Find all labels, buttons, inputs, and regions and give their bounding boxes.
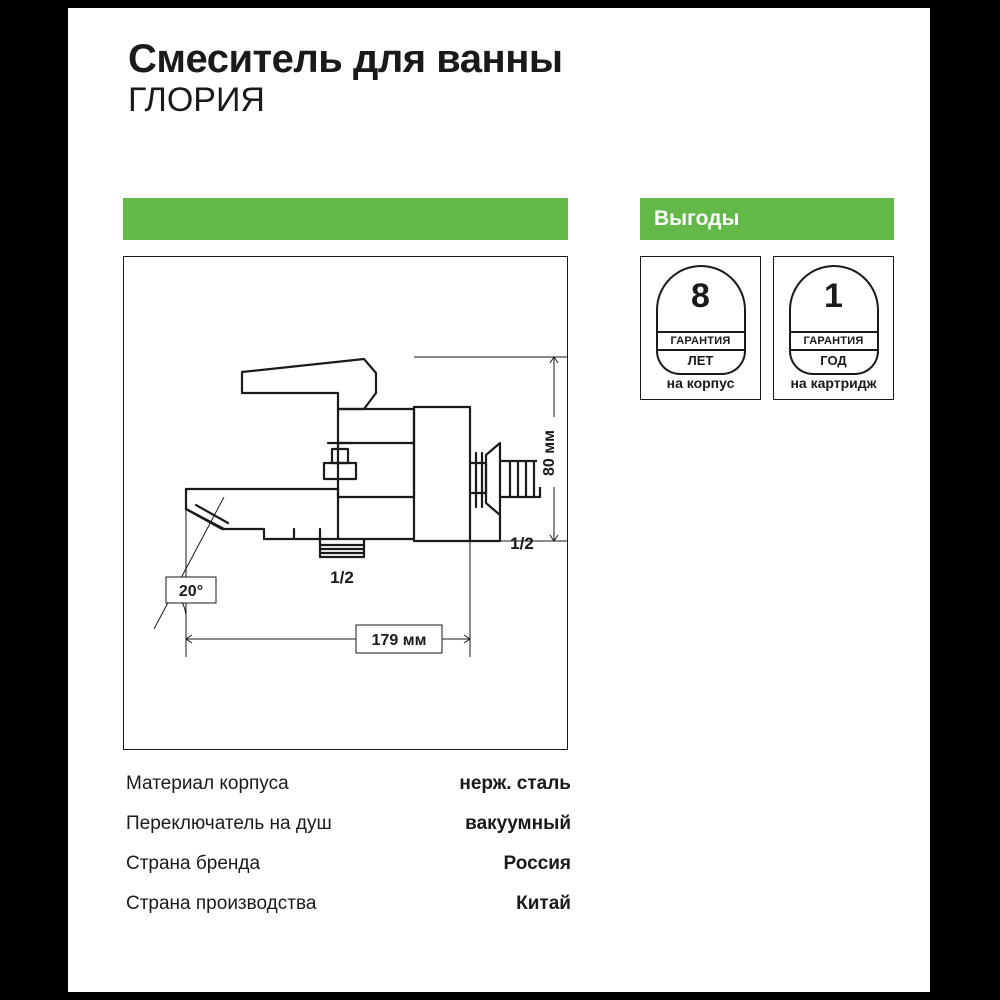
badge-warranty-cartridge xyxy=(773,256,894,400)
specifications-table xyxy=(126,773,571,933)
spec-value: Китай xyxy=(516,893,571,914)
badge-seal xyxy=(656,265,746,375)
spec-label: Переключатель на душ xyxy=(126,813,332,834)
badge-seal xyxy=(789,265,879,375)
svg-text:179 мм: 179 мм xyxy=(371,632,427,649)
svg-text:20°: 20° xyxy=(178,583,204,600)
benefits-badges xyxy=(640,256,894,400)
table-row xyxy=(126,813,571,835)
table-row xyxy=(126,853,571,875)
badge-period-label: ЛЕТ xyxy=(656,351,746,375)
spec-label: Страна производства xyxy=(126,893,317,914)
page-title xyxy=(128,38,828,119)
product-title: Смеситель для ванны xyxy=(128,37,563,81)
svg-text:1/2: 1/2 xyxy=(330,568,354,587)
badge-number: 1 xyxy=(824,277,843,315)
badge-caption: на корпус xyxy=(666,375,735,391)
badge-dome xyxy=(656,265,746,331)
table-row xyxy=(126,893,571,915)
spec-value: вакуумный xyxy=(465,813,571,834)
benefits-header-label: Выгоды xyxy=(654,207,740,230)
spec-value: Россия xyxy=(503,853,571,874)
badge-guarantee-label: ГАРАНТИЯ xyxy=(789,331,879,351)
badge-period-label: ГОД xyxy=(789,351,879,375)
technical-drawing xyxy=(123,256,568,750)
badge-warranty-body xyxy=(640,256,761,400)
table-row xyxy=(126,773,571,795)
spec-value: нерж. сталь xyxy=(459,773,571,794)
badge-caption: на картридж xyxy=(790,375,877,391)
spec-label: Страна бренда xyxy=(126,853,261,874)
badge-dome xyxy=(789,265,879,331)
spec-label: Материал корпуса xyxy=(126,773,289,794)
badge-number: 8 xyxy=(691,277,710,315)
badge-guarantee-label: ГАРАНТИЯ xyxy=(656,331,746,351)
drawing-section-header-bar xyxy=(123,198,568,240)
svg-text:80 мм: 80 мм xyxy=(541,430,558,476)
product-model: ГЛОРИЯ xyxy=(128,81,265,119)
svg-text:1/2: 1/2 xyxy=(510,534,534,553)
benefits-section-header-bar xyxy=(640,198,894,240)
product-spec-sheet xyxy=(68,8,930,992)
